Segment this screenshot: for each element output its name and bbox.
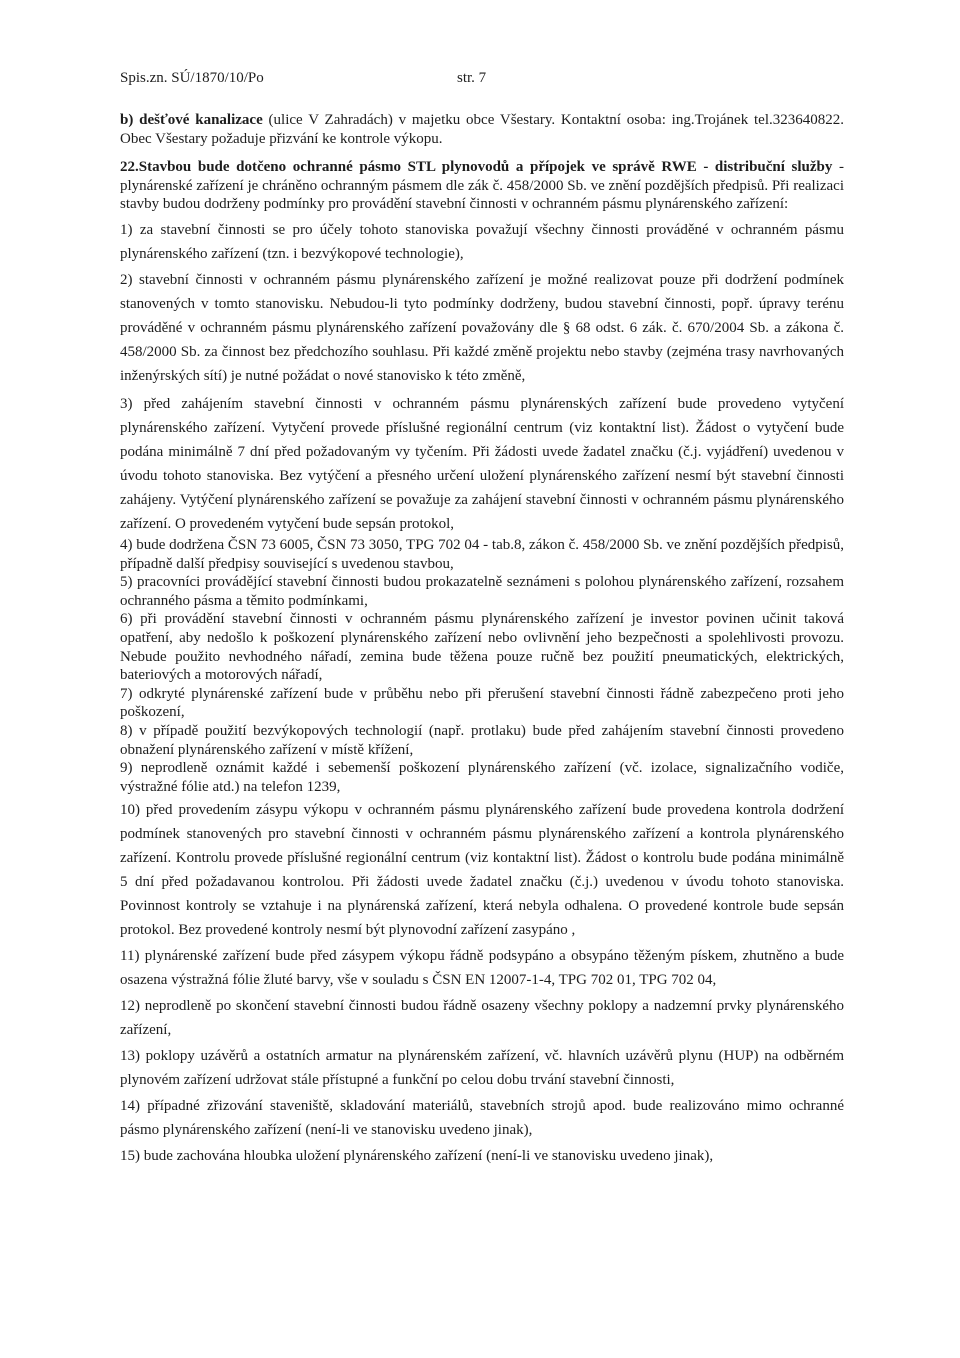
condition-item: 3) před zahájením stavební činnosti v ochranném pásmu plynárenských zařízení bude provedeno vytyčení plynárenského zařízení. Vytyčení provede příslušné regionální centrum (viz kontaktní list). Žádost o vytyčení bude podána minimálně 7 dní před požadovaným vy tyčením. Při žádosti uvede žadatel značku (č.j. vyjádření) uvedenou v úvodu tohoto stanoviska. Bez vytýčení a přesného určení uložení plynárenského zařízení nesmí být stavební činnosti zahájeny. Vytýčení plynárenského zařízení se považuje za zahájení stavební činnosti v ochranném pásmu plynárenského zařízení. O provedeném vytyčení bude sepsán protokol, (120, 395, 844, 532)
condition-item: 4) bude dodržena ČSN 73 6005, ČSN 73 3050, TPG 702 04 - tab.8, zákon č. 458/2000 Sb. ve znění pozdějších předpisů, případně další předpisy související s uvedenou stavbou, (120, 536, 844, 572)
section-b-text: (ulice V Zahradách) v majetku obce Všestary. Kontaktní osoba: ing.Trojánek tel.323640822. Obec Všestary požaduje přizvání ke kontrole výkopu. (120, 112, 844, 147)
condition-item: 11) plynárenské zařízení bude před zásypem výkopu řádně podsypáno a obsypáno těženým pískem, zhutněno a bude osazena výstražná fólie žluté barvy, vše v souladu s ČSN EN 12007-1-4, TPG 702 01, TPG 702 04, (120, 948, 844, 989)
condition-item: 2) stavební činnosti v ochranném pásmu plynárenského zařízení je možné realizovat pouze při dodržení podmínek stanovených v tomto stanovisku. Nebudou-li tyto podmínky dodrženy, budou stavební činnosti, popř. úpravy terénu prováděné v ochranném pásmu plynárenského zařízení považovány dle § 68 odst. 6 zák. č. 670/2004 Sb. a zákona č. 458/2000 Sb. za činnost bez předchozího souhlasu. Při každé změně projektu nebo stavby (zejména trasy navrhovaných inženýrských sítí) je nutné požádat o nové stanovisko k této změně, (120, 271, 844, 384)
condition-item: 1) za stavební činnosti se pro účely tohoto stanoviska považují všechny činnosti prováděné v ochranném pásmu plynárenského zařízení (tzn. i bezvýkopové technologie), (120, 221, 844, 262)
condition-item: 13) poklopy uzávěrů a ostatních armatur na plynárenském zařízení, vč. hlavních uzávěrů plynu (HUP) na odběrném plynovém zařízení udržovat stále přístupné a funkční po celou dobu trvání stavební činnosti, (120, 1048, 844, 1089)
section-22-title: 22.Stavbou bude dotčeno ochranné pásmo STL plynovodů a přípojek ve správě RWE - distribuční služby (120, 159, 833, 176)
page-number: str. 7 (457, 70, 487, 86)
condition-item: 5) pracovníci provádějící stavební činnosti budou prokazatelně seznámeni s polohou plynárenského zařízení, rozsahem ochranného pásma a těmito podmínkami, (120, 574, 844, 609)
condition-item: 9) neprodleně oznámit každé i sebemenší poškození plynárenského zařízení (vč. izolace, signalizačního vodiče, výstražné fólie atd.) na telefon 1239, (120, 760, 844, 795)
document-body (120, 111, 844, 1168)
section-22-paragraph (120, 158, 844, 214)
section-22-text: - plynárenské zařízení je chráněno ochranným pásmem dle zák č. 458/2000 Sb. ve znění pozdějších předpisů. Při realizaci stavby budou dodrženy podmínky pro provádění stavební činnosti v ochranném pásmu plynárenského zařízení: (120, 159, 844, 213)
section-b-paragraph (120, 111, 844, 148)
condition-item: 7) odkryté plynárenské zařízení bude v průběhu nebo při přerušení stavební činnosti řádně zabezpečeno proti jeho poškození, (120, 685, 844, 721)
condition-item: 12) neprodleně po skončení stavební činnosti budou řádně osazeny všechny poklopy a nadzemní prvky plynárenského zařízení, (120, 998, 844, 1039)
condition-item: 10) před provedením zásypu výkopu v ochranném pásmu plynárenského zařízení bude provedena kontrola dodržení podmínek stanovených pro stavební činnosti v ochranném pásmu plynárenského zařízení a kontrola plynárenského zařízení. Kontrolu provede příslušné regionální centrum (viz kontaktní list). Žádost o kontrolu bude podána minimálně 5 dní před požadavanou kontrolou. Při žádosti uvede žadatel značku (č.j.) uvedenou v úvodu tohoto stanoviska. Povinnost kontroly se vztahuje i na plynárenská zařízení, která nebyla odhalena. O provedené kontrole bude sepsán protokol. Bez provedené kontroly nesmí být plynovodní zařízení zasypáno , (120, 802, 844, 939)
condition-item: 8) v případě použití bezvýkopových technologií (např. protlaku) bude před zahájením stavební činnosti provedeno obnažení plynárenského zařízení v místě křížení, (120, 722, 844, 758)
condition-item: 6) při provádění stavební činnosti v ochranném pásmu plynárenského zařízení je investor povinen učinit taková opatření, aby nedošlo k poškození plynárenského zařízení nebo ovlivnění jeho bezpečnosti a spolehlivosti provozu. Nebude použito nevhodného nářadí, zemina bude těžena pouze ručně bez použití pneumatických, elektrických, bateriových a motorových nářadí, (120, 611, 844, 684)
condition-item: 15) bude zachována hloubka uložení plynárenského zařízení (není-li ve stanovisku uvedeno jinak), (120, 1148, 714, 1165)
section-b-title: b) dešťové kanalizace (120, 112, 263, 128)
condition-item: 14) případné zřizování staveniště, skladování materiálů, stavebních strojů apod. bude realizováno mimo ochranné pásmo plynárenského zařízení (není-li ve stanovisku uvedeno jinak), (120, 1098, 844, 1139)
file-reference: Spis.zn. SÚ/1870/10/Po (120, 70, 264, 86)
